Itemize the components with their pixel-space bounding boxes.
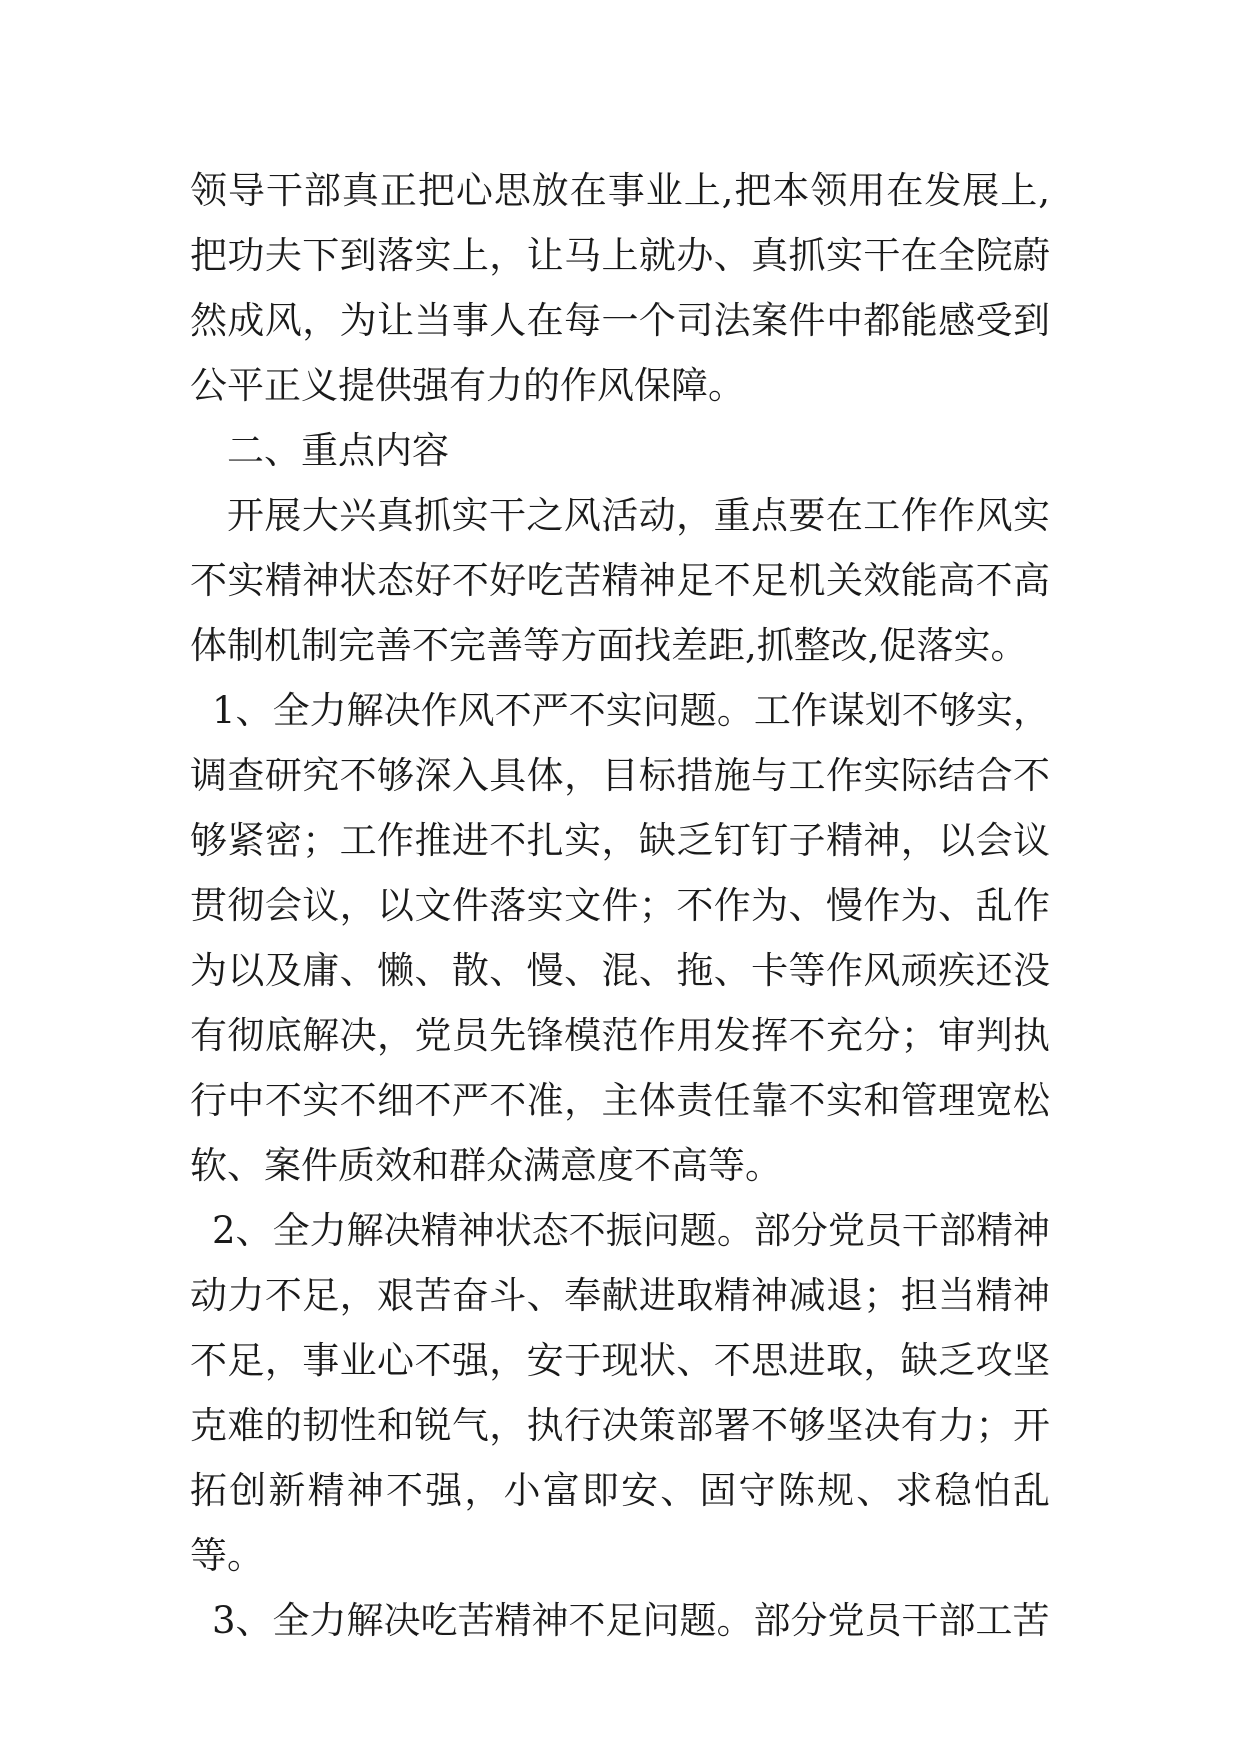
paragraph-intro-continuation: 领导干部真正把心思放在事业上,把本领用在发展上,把功夫下到落实上，让马上就办、真抓实干在全院蔚然成风，为让当事人在每一个司法案件中都能感受到公平正义提供强有力的作风保障。 <box>190 169 1050 407</box>
document-body <box>190 158 1050 1653</box>
paragraph-item-3: 3、全力解决吃苦精神不足问题。部分党员干部工苦 <box>212 1599 1050 1642</box>
section-heading-key-content: 二、重点内容 <box>227 429 449 472</box>
paragraph-item-2: 2、全力解决精神状态不振问题。部分党员干部精神动力不足，艰苦奋斗、奉献进取精神减退；担当精神不足，事业心不强，安于现状、不思进取，缺乏攻坚克难的韧性和锐气，执行决策部署不够坚决有力；开拓创新精神不强，小富即安、固守陈规、求稳怕乱等。 <box>190 1209 1050 1577</box>
paragraph-overview: 开展大兴真抓实干之风活动，重点要在工作作风实不实精神状态好不好吃苦精神足不足机关效能高不高体制机制完善不完善等方面找差距,抓整改,促落实。 <box>190 494 1050 667</box>
paragraph-item-1: 1、全力解决作风不严不实问题。工作谋划不够实，调查研究不够深入具体，目标措施与工作实际结合不够紧密；工作推进不扎实，缺乏钉钉子精神，以会议贯彻会议，以文件落实文件；不作为、慢作为、乱作为以及庸、懒、散、慢、混、拖、卡等作风顽疾还没有彻底解决，党员先锋模范作用发挥不充分；审判执行中不实不细不严不准，主体责任靠不实和管理宽松软、案件质效和群众满意度不高等。 <box>190 689 1050 1187</box>
